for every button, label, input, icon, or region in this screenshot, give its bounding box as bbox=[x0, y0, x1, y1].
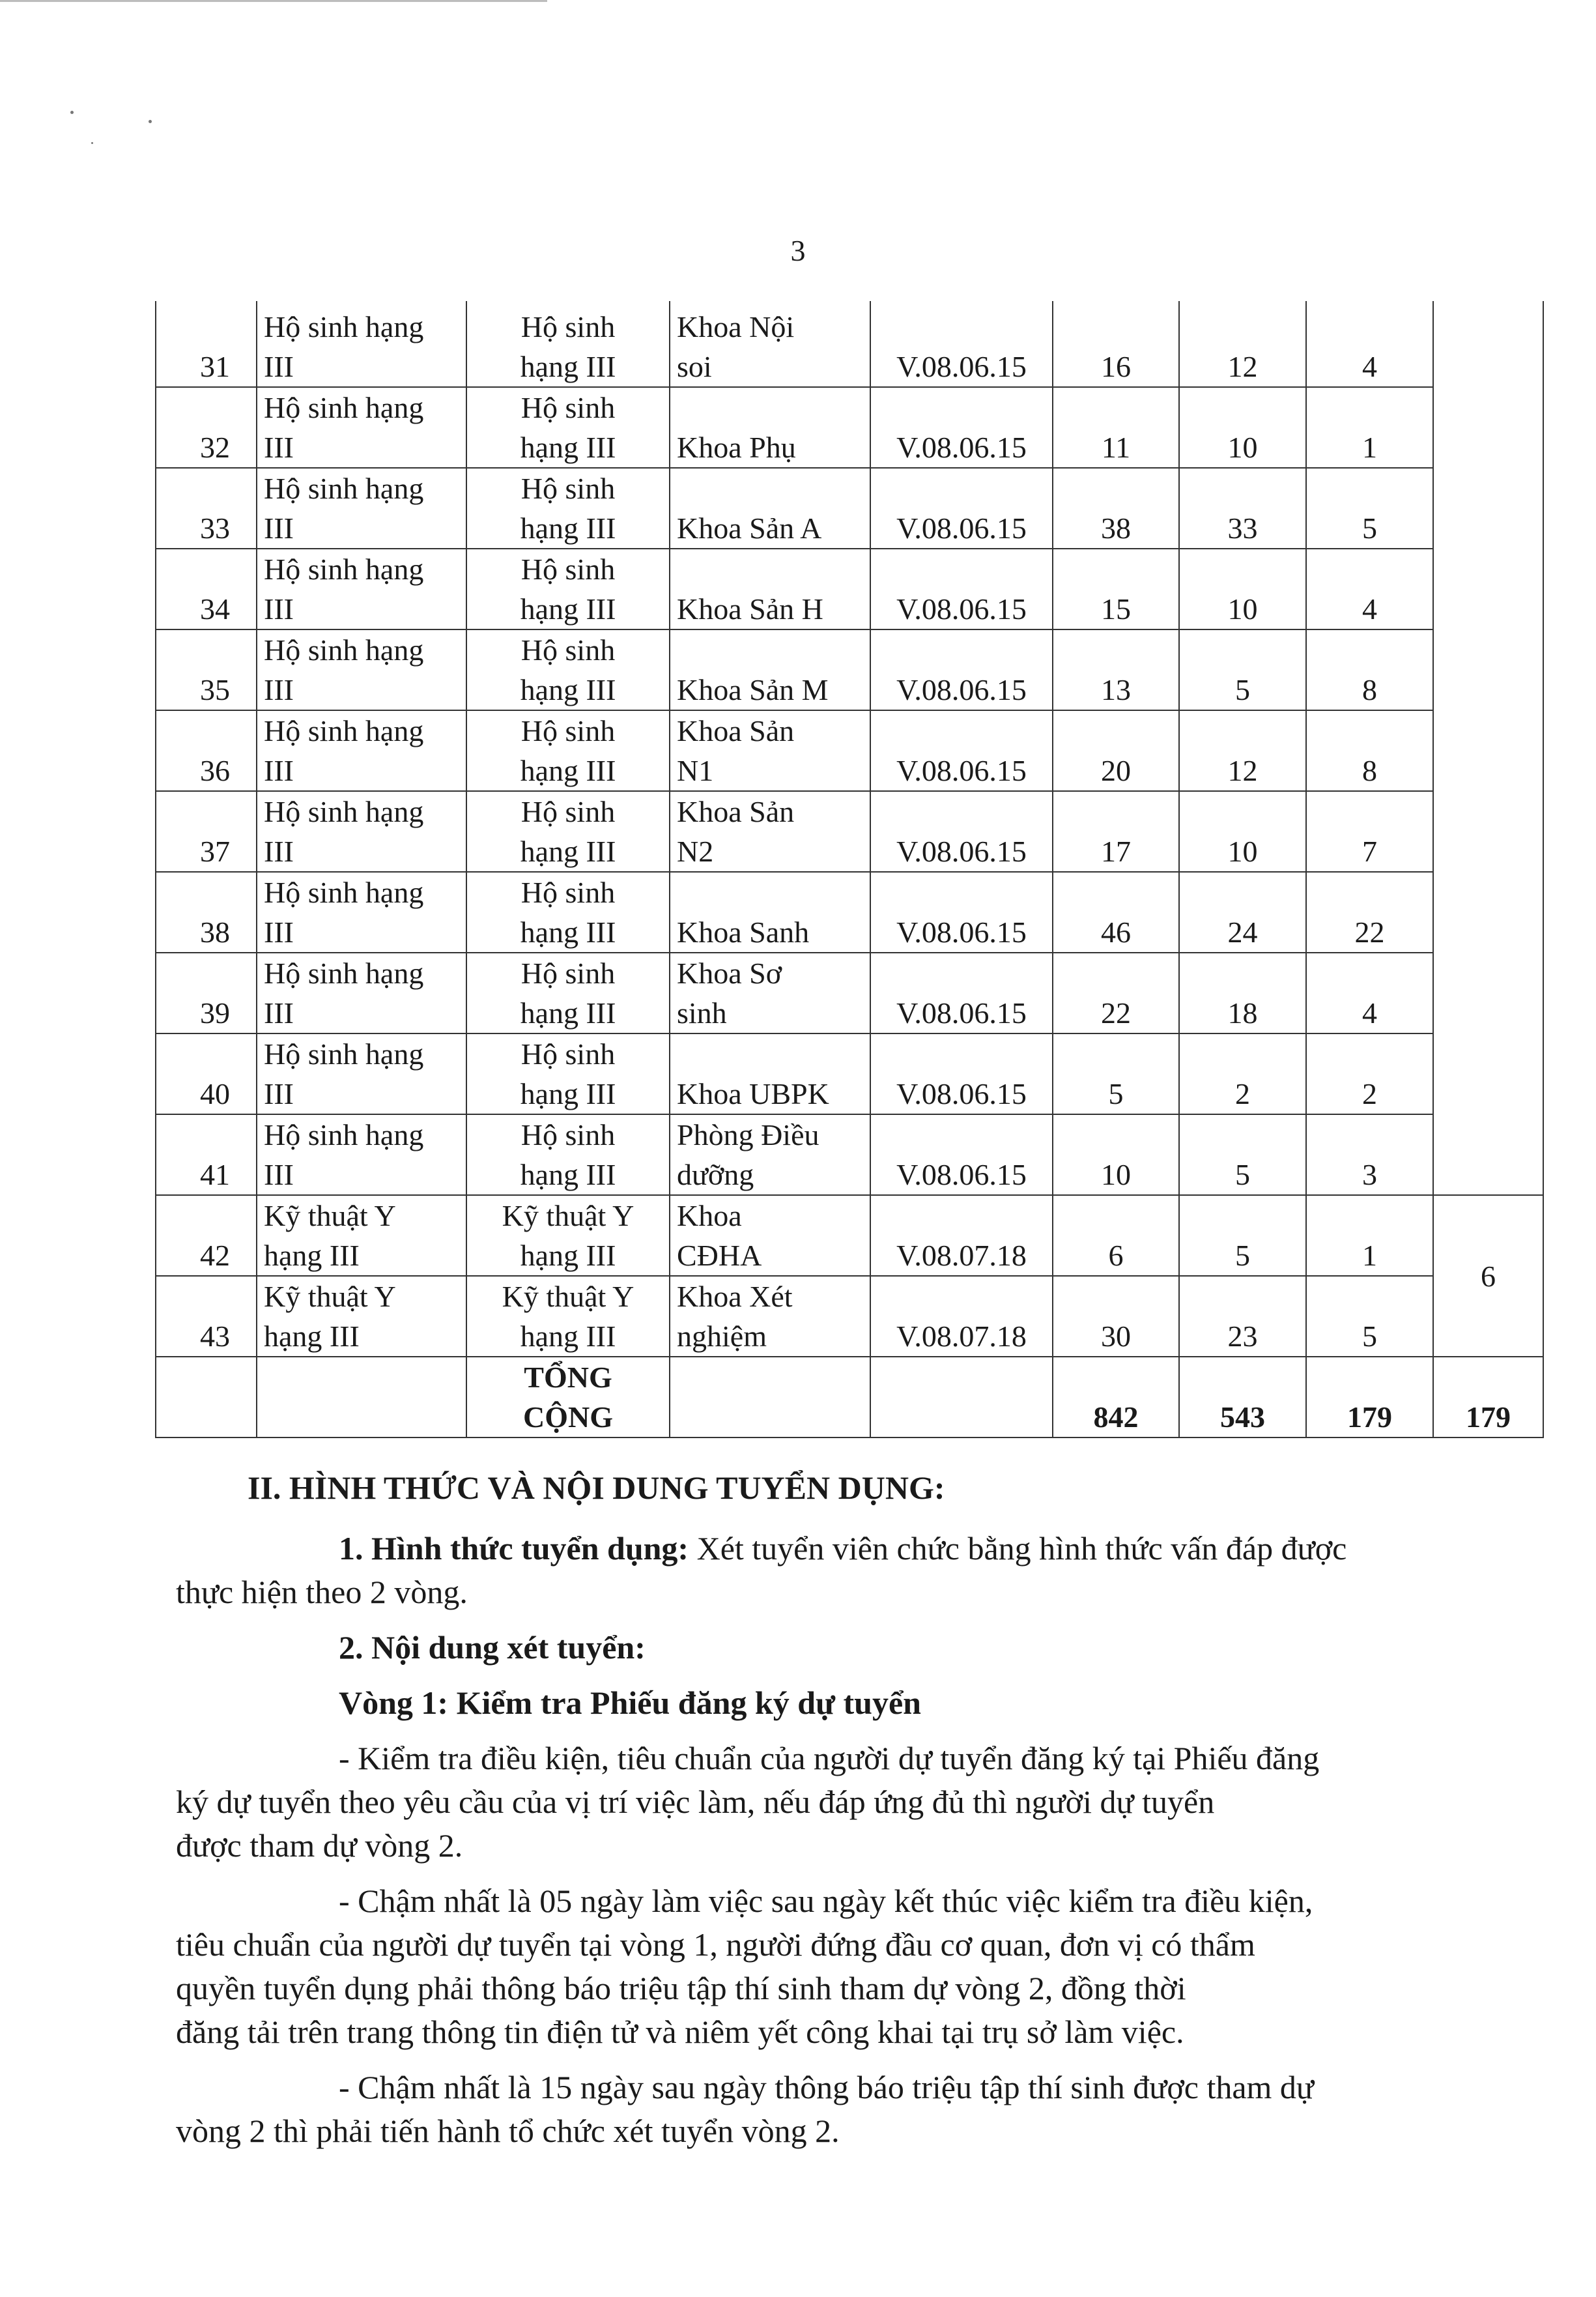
cell-line: Khoa Sản M bbox=[677, 673, 829, 706]
extra-column-cell bbox=[1433, 301, 1543, 387]
count-n3: 5 bbox=[1306, 468, 1433, 549]
count-n2: 12 bbox=[1179, 710, 1306, 791]
scan-speck bbox=[149, 120, 152, 123]
total-empty bbox=[257, 1357, 466, 1437]
rank-code: V.08.06.15 bbox=[870, 791, 1053, 872]
cell-line: Hộ sinh bbox=[520, 714, 616, 747]
rank-code: V.08.07.18 bbox=[870, 1276, 1053, 1357]
table-row bbox=[156, 549, 1543, 629]
bullet-3-line-2: vòng 2 thì phải tiến hành tổ chức xét tuyển vòng 2. bbox=[176, 2113, 840, 2149]
cell-line: CỘNG bbox=[523, 1400, 613, 1434]
cell-line: Hộ sinh hạng bbox=[264, 391, 424, 424]
job-title bbox=[257, 953, 466, 1033]
cell-line: Khoa Sanh bbox=[677, 916, 810, 949]
cell-line: Khoa Nội bbox=[677, 310, 795, 343]
count-n3: 1 bbox=[1306, 387, 1433, 468]
count-n1: 22 bbox=[1053, 953, 1179, 1033]
cell-line: sinh bbox=[677, 996, 727, 1030]
department bbox=[670, 301, 870, 387]
rank-code: V.08.06.15 bbox=[870, 549, 1053, 629]
cell-line: Khoa Sản A bbox=[677, 512, 822, 545]
cell-line: Khoa Sản bbox=[677, 714, 795, 747]
professional-rank bbox=[466, 1276, 670, 1357]
cell-line: Hộ sinh bbox=[520, 472, 616, 505]
table-row bbox=[156, 629, 1543, 710]
bullet-2 bbox=[176, 1879, 1446, 2054]
rank-code: V.08.06.15 bbox=[870, 629, 1053, 710]
row-number: 33 bbox=[156, 468, 257, 549]
cell-line: Hộ sinh bbox=[520, 1037, 616, 1071]
professional-rank bbox=[466, 629, 670, 710]
cell-line: Hộ sinh hạng bbox=[264, 714, 424, 747]
count-n1: 6 bbox=[1053, 1195, 1179, 1276]
rank-code: V.08.06.15 bbox=[870, 953, 1053, 1033]
cell-line: hạng III bbox=[264, 1239, 360, 1272]
total-empty bbox=[870, 1357, 1053, 1437]
cell-line: N1 bbox=[677, 754, 714, 787]
count-n2: 12 bbox=[1179, 301, 1306, 387]
rank-code: V.08.06.15 bbox=[870, 872, 1053, 953]
cell-line: Kỹ thuật Y bbox=[502, 1199, 634, 1232]
table-row bbox=[156, 710, 1543, 791]
cell-line: Hộ sinh hạng bbox=[264, 553, 424, 586]
table-row bbox=[156, 301, 1543, 387]
count-n3: 22 bbox=[1306, 872, 1433, 953]
job-title bbox=[257, 629, 466, 710]
department bbox=[670, 629, 870, 710]
count-n2: 10 bbox=[1179, 791, 1306, 872]
rank-code: V.08.06.15 bbox=[870, 1033, 1053, 1114]
extra-column-cell bbox=[1433, 710, 1543, 791]
cell-line: hạng III bbox=[520, 592, 616, 626]
cell-line: Hộ sinh bbox=[520, 1118, 616, 1151]
scan-speck bbox=[91, 142, 93, 144]
count-n1: 16 bbox=[1053, 301, 1179, 387]
table-row bbox=[156, 1276, 1543, 1357]
cell-line: Khoa Xét bbox=[677, 1280, 793, 1313]
form-text: Xét tuyển viên chức bằng hình thức vấn đáp được bbox=[689, 1530, 1347, 1567]
count-n1: 38 bbox=[1053, 468, 1179, 549]
cell-line: III bbox=[264, 1077, 294, 1110]
section-heading: II. HÌNH THỨC VÀ NỘI DUNG TUYỂN DỤNG: bbox=[248, 1469, 945, 1506]
staffing-table bbox=[155, 301, 1544, 1438]
count-n1: 10 bbox=[1053, 1114, 1179, 1195]
department bbox=[670, 1033, 870, 1114]
count-n3: 7 bbox=[1306, 791, 1433, 872]
count-n3: 4 bbox=[1306, 549, 1433, 629]
job-title bbox=[257, 468, 466, 549]
table-row bbox=[156, 1195, 1543, 1276]
rank-code: V.08.06.15 bbox=[870, 710, 1053, 791]
row-number: 31 bbox=[156, 301, 257, 387]
extra-column-cell bbox=[1433, 1033, 1543, 1114]
cell-line: nghiệm bbox=[677, 1320, 767, 1353]
cell-line: dưỡng bbox=[677, 1158, 754, 1191]
count-n3: 8 bbox=[1306, 629, 1433, 710]
scan-top-edge bbox=[0, 0, 547, 2]
cell-line: Hộ sinh hạng bbox=[264, 472, 424, 505]
job-title bbox=[257, 872, 466, 953]
rank-code: V.08.06.15 bbox=[870, 468, 1053, 549]
cell-line: III bbox=[264, 512, 294, 545]
cell-line: Hộ sinh bbox=[520, 553, 616, 586]
row-number: 34 bbox=[156, 549, 257, 629]
professional-rank bbox=[466, 710, 670, 791]
cell-line: Khoa Phụ bbox=[677, 431, 796, 464]
cell-line: III bbox=[264, 916, 294, 949]
department bbox=[670, 872, 870, 953]
professional-rank bbox=[466, 953, 670, 1033]
cell-line: hạng III bbox=[520, 754, 616, 787]
cell-line: Khoa Sản bbox=[677, 795, 795, 828]
professional-rank bbox=[466, 301, 670, 387]
cell-line: Hộ sinh bbox=[520, 633, 616, 667]
cell-line: hạng III bbox=[520, 916, 616, 949]
bullet-1-line-2: ký dự tuyển theo yêu cầu của vị trí việc làm, nếu đáp ứng đủ thì người dự tuyển bbox=[176, 1784, 1215, 1820]
bullet-2-line-1: - Chậm nhất là 05 ngày làm việc sau ngày kết thúc việc kiểm tra điều kiện, bbox=[339, 1883, 1313, 1919]
professional-rank bbox=[466, 549, 670, 629]
row-number: 42 bbox=[156, 1195, 257, 1276]
cell-line: III bbox=[264, 350, 294, 383]
table-row bbox=[156, 791, 1543, 872]
cell-line: hạng III bbox=[520, 350, 616, 383]
count-n2: 18 bbox=[1179, 953, 1306, 1033]
job-title bbox=[257, 791, 466, 872]
cell-line: Hộ sinh hạng bbox=[264, 876, 424, 909]
count-n1: 5 bbox=[1053, 1033, 1179, 1114]
job-title bbox=[257, 301, 466, 387]
job-title bbox=[257, 1276, 466, 1357]
count-n2: 10 bbox=[1179, 387, 1306, 468]
count-n3: 3 bbox=[1306, 1114, 1433, 1195]
table-row bbox=[156, 872, 1543, 953]
extra-column-cell bbox=[1433, 872, 1543, 953]
table-row bbox=[156, 468, 1543, 549]
extra-column-cell bbox=[1433, 629, 1543, 710]
row-number: 40 bbox=[156, 1033, 257, 1114]
count-n3: 2 bbox=[1306, 1033, 1433, 1114]
cell-line: Phòng Điều bbox=[677, 1118, 819, 1151]
cell-line: Hộ sinh hạng bbox=[264, 795, 424, 828]
page-number: 3 bbox=[790, 234, 806, 267]
cell-line: Hộ sinh bbox=[520, 795, 616, 828]
bullet-3-line-1: - Chậm nhất là 15 ngày sau ngày thông báo triệu tập thí sinh được tham dự bbox=[339, 2069, 1315, 2105]
cell-line: Khoa Sản H bbox=[677, 592, 823, 626]
count-n1: 17 bbox=[1053, 791, 1179, 872]
extra-column-cell bbox=[1433, 791, 1543, 872]
extra-column-cell bbox=[1433, 1114, 1543, 1195]
count-n3: 4 bbox=[1306, 301, 1433, 387]
cell-line: Khoa UBPK bbox=[677, 1077, 829, 1110]
cell-line: Kỹ thuật Y bbox=[502, 1280, 634, 1313]
bullet-1-line-3: được tham dự vòng 2. bbox=[176, 1827, 463, 1864]
count-n3: 4 bbox=[1306, 953, 1433, 1033]
cell-line: Hộ sinh bbox=[520, 391, 616, 424]
rank-code: V.08.07.18 bbox=[870, 1195, 1053, 1276]
job-title bbox=[257, 387, 466, 468]
count-n2: 5 bbox=[1179, 1114, 1306, 1195]
cell-line: Hộ sinh hạng bbox=[264, 310, 424, 343]
row-number: 38 bbox=[156, 872, 257, 953]
count-n2: 23 bbox=[1179, 1276, 1306, 1357]
count-n1: 20 bbox=[1053, 710, 1179, 791]
count-n1: 30 bbox=[1053, 1276, 1179, 1357]
rank-code: V.08.06.15 bbox=[870, 301, 1053, 387]
cell-line: hạng III bbox=[520, 431, 616, 464]
cell-line: Kỹ thuật Y bbox=[264, 1280, 396, 1313]
cell-line: hạng III bbox=[520, 996, 616, 1030]
total-empty bbox=[670, 1357, 870, 1437]
count-n2: 10 bbox=[1179, 549, 1306, 629]
cell-line: hạng III bbox=[520, 835, 616, 868]
rank-code: V.08.06.15 bbox=[870, 387, 1053, 468]
cell-line: CĐHA bbox=[677, 1239, 762, 1272]
cell-line: Khoa Sơ bbox=[677, 957, 782, 990]
round1-heading: Vòng 1: Kiểm tra Phiếu đăng ký dự tuyển bbox=[339, 1684, 921, 1721]
count-n3: 5 bbox=[1306, 1276, 1433, 1357]
professional-rank bbox=[466, 387, 670, 468]
cell-line: hạng III bbox=[520, 1158, 616, 1191]
count-n1: 46 bbox=[1053, 872, 1179, 953]
bullet-2-line-2: tiêu chuẩn của người dự tuyển tại vòng 1, người đứng đầu cơ quan, đơn vị có thẩm bbox=[176, 1926, 1255, 1963]
department bbox=[670, 468, 870, 549]
count-n1: 13 bbox=[1053, 629, 1179, 710]
row-number: 36 bbox=[156, 710, 257, 791]
content-heading: 2. Nội dung xét tuyển: bbox=[339, 1629, 646, 1666]
professional-rank bbox=[466, 1195, 670, 1276]
professional-rank bbox=[466, 872, 670, 953]
department bbox=[670, 549, 870, 629]
professional-rank bbox=[466, 791, 670, 872]
count-n2: 24 bbox=[1179, 872, 1306, 953]
count-n1: 15 bbox=[1053, 549, 1179, 629]
cell-line: hạng III bbox=[520, 1239, 616, 1272]
count-n3: 8 bbox=[1306, 710, 1433, 791]
count-n2: 2 bbox=[1179, 1033, 1306, 1114]
recruitment-section bbox=[176, 1466, 1446, 2165]
total-n3: 179 bbox=[1306, 1357, 1433, 1437]
total-n1: 842 bbox=[1053, 1357, 1179, 1437]
total-empty bbox=[156, 1357, 257, 1437]
bullet-1-line-1: - Kiểm tra điều kiện, tiêu chuẩn của người dự tuyển đăng ký tại Phiếu đăng bbox=[339, 1740, 1320, 1776]
cell-line: III bbox=[264, 431, 294, 464]
count-n2: 5 bbox=[1179, 629, 1306, 710]
total-label bbox=[466, 1357, 670, 1437]
department bbox=[670, 953, 870, 1033]
cell-line: III bbox=[264, 673, 294, 706]
bullet-1 bbox=[176, 1737, 1446, 1868]
department bbox=[670, 1114, 870, 1195]
count-n2: 33 bbox=[1179, 468, 1306, 549]
count-n1: 11 bbox=[1053, 387, 1179, 468]
form-label: 1. Hình thức tuyển dụng: bbox=[339, 1530, 689, 1567]
scan-speck bbox=[70, 111, 74, 114]
department bbox=[670, 710, 870, 791]
row-number: 35 bbox=[156, 629, 257, 710]
extra-column-cell bbox=[1433, 953, 1543, 1033]
total-row bbox=[156, 1357, 1543, 1437]
extra-column-cell bbox=[1433, 387, 1543, 468]
cell-line: Hộ sinh hạng bbox=[264, 1037, 424, 1071]
cell-line: hạng III bbox=[520, 1077, 616, 1110]
cell-line: hạng III bbox=[264, 1320, 360, 1353]
count-n3: 1 bbox=[1306, 1195, 1433, 1276]
row-number: 43 bbox=[156, 1276, 257, 1357]
job-title bbox=[257, 1195, 466, 1276]
cell-line: Hộ sinh hạng bbox=[264, 957, 424, 990]
cell-line: Hộ sinh bbox=[520, 957, 616, 990]
cell-line: Hộ sinh hạng bbox=[264, 633, 424, 667]
department bbox=[670, 791, 870, 872]
cell-line: III bbox=[264, 754, 294, 787]
bullet-3 bbox=[176, 2066, 1446, 2153]
job-title bbox=[257, 549, 466, 629]
cell-line: soi bbox=[677, 350, 712, 383]
row-number: 41 bbox=[156, 1114, 257, 1195]
rank-code: V.08.06.15 bbox=[870, 1114, 1053, 1195]
cell-line: N2 bbox=[677, 835, 714, 868]
extra-column-cell bbox=[1433, 468, 1543, 549]
bullet-2-line-3: quyền tuyển dụng phải thông báo triệu tập thí sinh tham dự vòng 2, đồng thời bbox=[176, 1970, 1186, 2006]
cell-line: III bbox=[264, 996, 294, 1030]
professional-rank bbox=[466, 1033, 670, 1114]
row-number: 37 bbox=[156, 791, 257, 872]
cell-line: III bbox=[264, 592, 294, 626]
cell-line: Hộ sinh hạng bbox=[264, 1118, 424, 1151]
cell-line: hạng III bbox=[520, 673, 616, 706]
department bbox=[670, 387, 870, 468]
bullet-2-line-4: đăng tải trên trang thông tin điện tử và niêm yết công khai tại trụ sở làm việc. bbox=[176, 2014, 1184, 2050]
table-row bbox=[156, 387, 1543, 468]
table-row bbox=[156, 953, 1543, 1033]
row-number: 32 bbox=[156, 387, 257, 468]
row-number: 39 bbox=[156, 953, 257, 1033]
cell-line: Khoa bbox=[677, 1199, 742, 1232]
cell-line: III bbox=[264, 1158, 294, 1191]
cell-line: III bbox=[264, 835, 294, 868]
cell-line: hạng III bbox=[520, 1320, 616, 1353]
cell-line: hạng III bbox=[520, 512, 616, 545]
table-row bbox=[156, 1033, 1543, 1114]
cell-line: TỔNG bbox=[524, 1361, 612, 1394]
paragraph-form bbox=[176, 1527, 1446, 1614]
form-text-cont: thực hiện theo 2 vòng. bbox=[176, 1574, 468, 1610]
job-title bbox=[257, 710, 466, 791]
count-n2: 5 bbox=[1179, 1195, 1306, 1276]
job-title bbox=[257, 1114, 466, 1195]
total-n2: 543 bbox=[1179, 1357, 1306, 1437]
cell-line: Hộ sinh bbox=[520, 876, 616, 909]
extra-merged-cell: 6 bbox=[1433, 1195, 1543, 1357]
department bbox=[670, 1195, 870, 1276]
total-n4: 179 bbox=[1433, 1357, 1543, 1437]
department bbox=[670, 1276, 870, 1357]
cell-line: Hộ sinh bbox=[520, 310, 616, 343]
professional-rank bbox=[466, 1114, 670, 1195]
professional-rank bbox=[466, 468, 670, 549]
job-title bbox=[257, 1033, 466, 1114]
table-row bbox=[156, 1114, 1543, 1195]
extra-column-cell bbox=[1433, 549, 1543, 629]
cell-line: Kỹ thuật Y bbox=[264, 1199, 396, 1232]
